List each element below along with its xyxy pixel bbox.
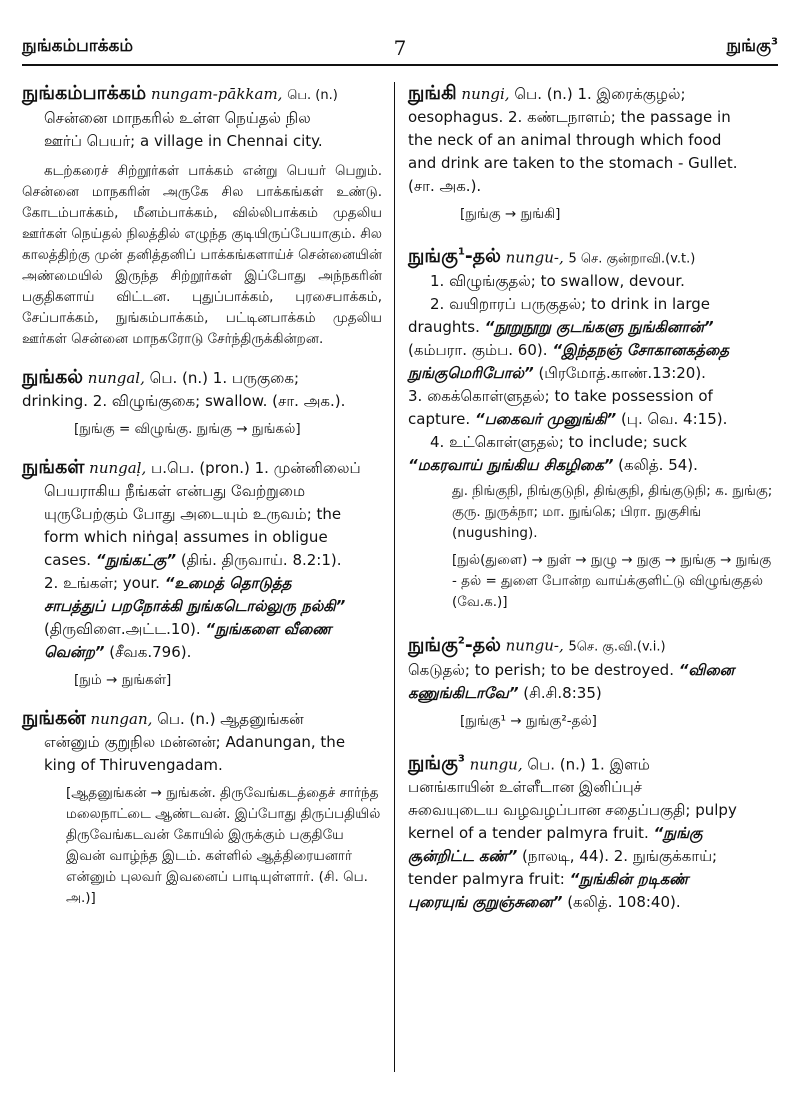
headword-text: நுங்கு: [408, 751, 458, 774]
etymology: [நுங்கு → நுங்கி]: [460, 206, 561, 222]
headword-suffix: -தல்: [464, 633, 501, 656]
definition-line: சுவையுடைய வழவழப்பான சதைப்பகுதி; pulpy: [408, 800, 737, 819]
headword-suffix: -தல்: [464, 245, 501, 268]
definition-line: [408, 659, 780, 682]
entry-nungu-1: [408, 241, 780, 613]
homonym-number: 1: [457, 247, 465, 258]
entry-nungampakkam: [22, 82, 382, 350]
transliteration: nungal,: [87, 369, 145, 387]
definition-line: [408, 316, 780, 339]
quotation: “நுங்கு: [653, 823, 703, 842]
entry-nungu-3: [408, 748, 780, 914]
headword-text: நுங்கு: [408, 245, 458, 268]
definition-line: form which niṅgaḷ assumes in obligue: [44, 528, 328, 546]
quotation: “மகரவாய் நுங்கிய சிகழிகை”: [408, 456, 614, 475]
transliteration: nungu-,: [505, 636, 564, 655]
entry-nungal: [22, 366, 382, 440]
text: cases.: [44, 551, 92, 569]
left-column: [22, 82, 382, 925]
etymology: [ஆதனுங்கன் → நுங்கன். திருவேங்கடத்தைச் சார்ந்த மலைநாட்டை ஆண்டவன். இப்போது திருப்பதியில் திருவேங்கடவன் கோயில் இருக்கும் பகுதியே இவன் வாழ்ந்த இடம். கள்ளில் ஆத்திரையனார் என்னும் புலவர் இவனைப் பாடியுள்ளார். (சி. பெ. அ.)]: [66, 785, 381, 906]
transliteration: nungaḷ,: [89, 459, 147, 477]
right-column: [408, 82, 780, 930]
definition-line: என்னும் குறுநில மன்னன்; Adanungan, the: [44, 733, 346, 751]
source-ref: (கம்பரா. கும்ப. 60).: [408, 341, 548, 360]
definition-line: 3. கைக்கொள்ளுதல்; to take possession of: [408, 387, 713, 406]
source-ref: (பு. வெ. 4:15).: [620, 410, 728, 429]
headword-text: நுங்கு: [408, 633, 458, 656]
text: draughts.: [408, 318, 480, 337]
header-right-sup: 3: [771, 36, 778, 48]
header-left-guide-word: நுங்கம்பாக்கம்: [22, 36, 134, 56]
definition-line: பெ. (n.) 1. இளம்: [527, 754, 650, 773]
transliteration: nungu,: [469, 754, 523, 773]
quotation: “பகைவர் முனுங்கி”: [474, 410, 617, 429]
definition-line: [408, 868, 780, 891]
definition-line: [22, 641, 382, 664]
header-right-text: நுங்கு: [726, 36, 772, 56]
quotation: “நூறுநூறு குடங்களு நுங்கினான்”: [484, 318, 714, 337]
definition-line: பெயராகிய நீங்கள் என்பது வேற்றுமை: [44, 482, 306, 500]
homonym-number: 2: [457, 635, 465, 647]
source-ref: (நாலடி, 44). 2. நுங்குக்காய்;: [522, 846, 718, 865]
quotation: “இந்தநஞ் சோகானகத்தை: [552, 341, 730, 360]
etymology: [நுங்கு = விழுங்கு. நுங்கு → நுங்கல்]: [74, 421, 301, 437]
definition-line: 4. உட்கொள்ளுதல்; to include; suck: [430, 433, 687, 452]
header-rule: [22, 64, 778, 66]
headword: [408, 245, 501, 267]
transliteration: nungi,: [461, 85, 510, 103]
grammar-label: 5செ. கு.வி.(v.i.): [568, 639, 666, 655]
header-right-guide-word: [726, 36, 778, 58]
entry-nungu-2: [408, 629, 780, 731]
quotation: புரையுங் குறுஞ்சுனை”: [408, 892, 563, 911]
definition-line: [22, 572, 382, 595]
definition-line: ப.பெ. (pron.) 1. முன்னிலைப்: [151, 459, 361, 477]
definition-line: [408, 339, 780, 362]
source-ref: (பிரமோத்.காண்.13:20).: [538, 364, 706, 383]
definition-line: [408, 454, 780, 477]
text: 2. உங்கள்; your.: [44, 574, 160, 592]
source-ref: (திங். திருவாய். 8.2:1).: [180, 551, 342, 569]
headword: நுங்கம்பாக்கம்: [22, 82, 147, 104]
transliteration: nungu-,: [505, 248, 564, 267]
definition-line: oesophagus. 2. கண்டநாளம்; the passage in: [408, 108, 731, 126]
definition-line: (சா. அக.).: [408, 177, 482, 195]
etymology: [நுங்கு¹ → நுங்கு²-தல்]: [460, 712, 597, 729]
source-ref: (திருவிளை.அட்ட.10).: [44, 620, 201, 638]
cognates: து. நிங்குநி, நிங்குடுநி, திங்குநி, திங்குடுநி; க. நுங்கு; குரு. நுருக்நா; மா. நுங்கெ; பிரா. நுகுசிங் (nugushing).: [452, 483, 773, 542]
quotation: “நுங்கட்கு”: [95, 551, 177, 569]
definition-line: [408, 845, 780, 868]
quotation: “வினை: [678, 660, 735, 679]
definition-line: ஊர்ப் பெயர்; a village in Chennai city.: [44, 132, 323, 150]
explanatory-note: கடற்கரைச் சிற்றூர்கள் பாக்கம் என்று பெயர் பெறும். சென்னை மாநகரின் அருகே சில பாக்கங்கள் உண்டு. கோடம்பாக்கம், மீனம்பாக்கம், வில்லிபாக்கம் முதலிய ஊர்கள் நெய்தல் நிலத்தில் எழுந்த குடியிருப்பேயாகும். சில காலத்திற்கு முன் தனித்தனிப் பாக்கங்களாய்ச் சென்னையின் அண்மையில் இருந்த சிற்றூர்கள் இப்போது அந்நகரின் பகுதிகளாய் விட்டன. புதுப்பாக்கம், புரசைபாக்கம், சேப்பாக்கம், நுங்கம்பாக்கம், பட்டினபாக்கம் முதலிய ஊர்கள் சென்னை மாநகரோடு சேர்ந்திருக்கின்றன.: [22, 163, 382, 347]
grammar-label: 5 செ. குன்றாவி.(v.t.): [568, 251, 696, 267]
entry-nungan: [22, 707, 382, 909]
quotation: “உமைத் தொடுத்த: [164, 574, 292, 592]
definition-line: 2. வயிறாரப் பருகுதல்; to drink in large: [430, 295, 711, 314]
entry-nungi: [408, 82, 780, 225]
source-ref: (கலித். 108:40).: [567, 892, 681, 911]
definition-line: பெ. (n.) 1. இரைக்குழல்;: [514, 85, 686, 103]
headword: [408, 634, 501, 656]
entry-nungal-pronoun: [22, 456, 382, 691]
definition-line: [22, 595, 382, 618]
definition-line: [408, 362, 780, 385]
running-header: [22, 36, 778, 62]
definition-line: பனங்காயின் உள்ளீடான இனிப்புச்: [408, 777, 642, 796]
definition-line: king of Thiruvengadam.: [44, 756, 223, 774]
definition-line: பெ. (n.) 1. பருகுகை;: [149, 369, 300, 387]
page-number: 7: [393, 36, 407, 60]
source-ref: (கலித். 54).: [618, 456, 698, 475]
definition-line: யுருபேற்கும் போது அடையும் உருவம்; the: [44, 505, 342, 523]
text: capture.: [408, 410, 471, 429]
quotation: வென்ற”: [44, 643, 105, 661]
text: கெடுதல்; to perish; to be destroyed.: [408, 660, 674, 679]
definition-line: [408, 822, 780, 845]
definition-line: 1. விழுங்குதல்; to swallow, devour.: [430, 272, 685, 291]
transliteration: nungan,: [90, 710, 153, 728]
quotation: “நுங்கின் றடிகண்: [569, 869, 689, 888]
quotation: நுங்குமெரிபோல்”: [408, 364, 534, 383]
definition-line: [408, 408, 780, 431]
text: tender palmyra fruit:: [408, 869, 565, 888]
column-divider: [394, 82, 395, 1072]
definition-line: [408, 891, 780, 914]
definition-line: the neck of an animal through which food: [408, 131, 722, 149]
definition-line: [22, 549, 382, 572]
quotation: சூன்றிட்ட கண்”: [408, 846, 518, 865]
headword: [408, 752, 465, 774]
definition-line: பெ. (n.) ஆதனுங்கன்: [157, 710, 304, 728]
headword: நுங்கல்: [22, 366, 83, 388]
source-ref: (சி.சி.8:35): [523, 683, 602, 702]
quotation: “நுங்களை வீணை: [205, 620, 332, 638]
definition-line: drinking. 2. விழுங்குகை; swallow. (சா. அக.).: [22, 392, 346, 410]
etymology: [நும் → நுங்கள்]: [74, 672, 172, 688]
homonym-number: 3: [457, 753, 465, 765]
headword: நுங்கள்: [22, 456, 85, 478]
text: kernel of a tender palmyra fruit.: [408, 823, 649, 842]
grammar-label: பெ. (n.): [287, 88, 338, 103]
headword: நுங்கி: [408, 82, 457, 104]
quotation: சாபத்துப் பறநோக்கி நுங்கடொல்லுரு நல்கி”: [44, 597, 346, 615]
etymology: [நுல்(துளை) → நுள் → நுழு → நுகு → நுங்கு → நுங்கு - தல் = துளை போன்ற வாய்க்குளிட்டு விழுங்குதல் (வே.க.)]: [452, 552, 772, 611]
source-ref: (சீவக.796).: [109, 643, 192, 661]
transliteration: nungam-pākkam,: [150, 85, 283, 103]
definition-line: and drink are taken to the stomach - Gullet.: [408, 154, 738, 172]
definition-line: [22, 618, 382, 641]
quotation: கணுங்கிடாவே”: [408, 683, 519, 702]
definition-line: [408, 682, 780, 705]
headword: நுங்கன்: [22, 707, 86, 729]
definition-line: சென்னை மாநகரில் உள்ள நெய்தல் நில: [44, 109, 311, 127]
